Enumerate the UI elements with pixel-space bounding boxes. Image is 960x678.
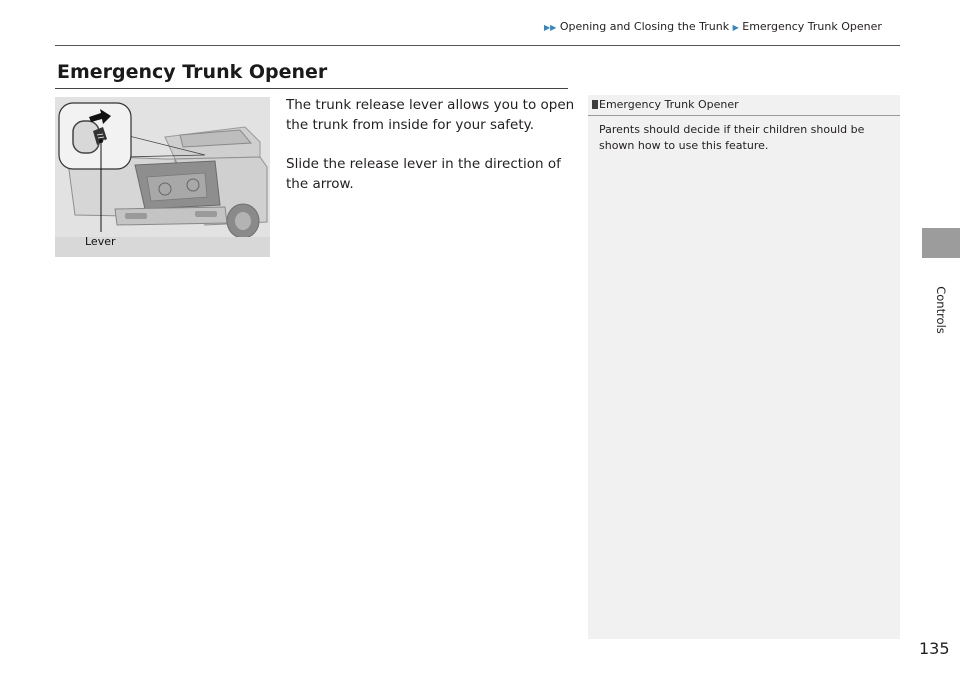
note-heading-text: Emergency Trunk Opener [599, 98, 739, 111]
section-side-label: Controls [934, 286, 948, 334]
page-title: Emergency Trunk Opener [57, 61, 328, 83]
body-paragraph: Slide the release lever in the direction of the arrow. [286, 156, 561, 192]
section-tab-marker [922, 228, 960, 258]
note-text: Parents should decide if their children should be shown how to use this feature. [599, 123, 865, 152]
note-panel [588, 95, 900, 639]
breadcrumb [544, 20, 882, 33]
breadcrumb-page: Emergency Trunk Opener [742, 20, 882, 33]
breadcrumb-arrow-icon: ▶ [732, 23, 739, 32]
body-paragraph: The trunk release lever allows you to open the trunk from inside for your safety. [286, 97, 575, 133]
page-number: 135 [919, 639, 950, 658]
breadcrumb-section: Opening and Closing the Trunk [559, 20, 730, 33]
title-rule [55, 88, 568, 89]
note-heading [588, 95, 900, 116]
breadcrumb-arrow-icon: ▶▶ [544, 23, 557, 32]
trunk-lever-illustration [55, 97, 270, 257]
header-rule [55, 45, 900, 46]
lever-callout-label: Lever [85, 235, 116, 248]
reference-marker-icon [592, 100, 598, 109]
body-text [286, 95, 576, 213]
